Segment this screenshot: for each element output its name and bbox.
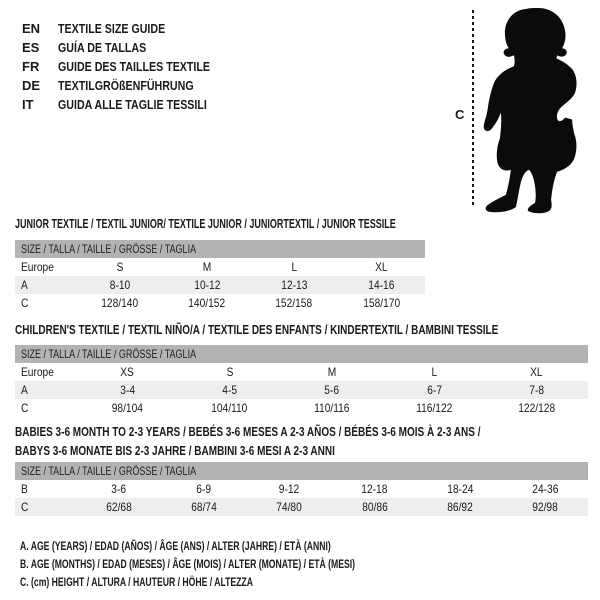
size-value-cell: 24-36 [532,482,559,496]
language-code: DE [22,78,41,93]
size-value-cell: 18-24 [446,482,474,496]
size-value-cell: XS [120,365,135,379]
size-value-cell: 12-18 [361,482,388,496]
size-value-cell: 122/128 [518,401,556,415]
size-table-row-c [15,498,588,516]
language-row-it [22,95,243,114]
size-value-cell: 152/158 [275,296,313,310]
size-table-row-c [15,399,588,417]
size-value-cell: M [202,260,212,274]
language-row-en [22,19,243,38]
size-value-cell: 68/74 [191,500,217,514]
footnote-age-years: A. AGE (YEARS) / EDAD (AÑOS) / ÂGE (ANS) / ALTER (JAHRE) / ETÀ (ANNI) [20,539,331,553]
language-code: FR [22,59,40,74]
measurement-footnotes [20,537,485,591]
size-value-cell: 158/170 [362,296,400,310]
size-table-header-bar: SIZE / TALLA / TAILLE / GRÖSSE / TAGLIA [15,462,588,480]
size-value-cell: 104/110 [211,401,248,415]
size-value-cell: 4-5 [222,383,237,397]
babies-size-table [15,462,588,516]
row-label: B [21,482,28,496]
height-measure-label: C [455,107,465,122]
size-value-cell: L [431,365,438,379]
row-label: C [21,296,29,310]
size-value-cell: 3-6 [111,482,127,496]
size-value-cell: XL [530,365,544,379]
size-value-cell: 86/92 [447,500,473,514]
size-table-header-bar: SIZE / TALLA / TAILLE / GRÖSSE / TAGLIA [15,345,588,363]
row-label: Europe [21,260,54,274]
language-title: TEXTILE SIZE GUIDE [58,21,166,36]
size-table-header-bar: SIZE / TALLA / TAILLE / GRÖSSE / TAGLIA [15,240,425,258]
language-title: GUIDA ALLE TAGLIE TESSILI [58,97,207,112]
junior-size-table [15,240,425,312]
row-label: C [21,401,29,415]
size-value-cell: 140/152 [188,296,226,310]
size-value-cell: 6-7 [427,383,442,397]
size-value-cell: 116/122 [416,401,453,415]
size-value-cell: 98/104 [111,401,143,415]
size-value-cell: 7-8 [529,383,545,397]
size-value-cell: XL [375,260,388,274]
height-measure-dashed-line [472,10,474,208]
size-value-cell: M [327,365,337,379]
size-value-cell: L [291,260,297,274]
language-title: GUIDE DES TAILLES TEXTILE [58,59,211,74]
size-value-cell: 80/86 [361,500,388,514]
size-value-cell: 92/98 [532,500,559,514]
size-table-row-c [15,294,425,312]
junior-table-title: JUNIOR TEXTILE / TEXTIL JUNIOR/ TEXTILE JUNIOR / JUNIORTEXTIL / JUNIOR TESSILE [15,217,396,231]
size-table-row-europe [15,258,425,276]
size-value-cell: 5-6 [324,383,340,397]
language-title: GUÍA DE TALLAS [58,40,147,55]
language-code: ES [22,40,40,55]
language-code: IT [22,97,34,112]
footnote-height-cm: C. (cm) HEIGHT / ALTURA / HAUTEUR / HÖHE / ALTEZZA [20,575,253,589]
size-table-row-a [15,276,425,294]
size-table-row-a [15,381,588,399]
language-row-de [22,76,243,95]
size-value-cell: 128/140 [101,296,139,310]
size-table-row-b [15,480,588,498]
size-value-cell: 8-10 [109,278,130,292]
row-label: A [21,278,28,292]
children-table-title: CHILDREN'S TEXTILE / TEXTIL NIÑO/A / TEXTILE DES ENFANTS / KINDERTEXTIL / BAMBINI TESSILE [15,323,499,337]
size-value-cell: 74/80 [276,500,303,514]
size-value-cell: 9-12 [279,482,300,496]
language-title: TEXTILGRÖßENFÜHRUNG [58,78,194,93]
size-value-cell: 6-9 [196,482,212,496]
language-list [22,19,243,114]
size-value-cell: 10-12 [193,278,220,292]
row-label: C [21,500,29,514]
size-value-cell: 110/116 [314,401,350,415]
size-value-cell: S [116,260,124,274]
language-code: EN [22,21,41,36]
size-value-cell: 12-13 [281,278,308,292]
babies-table-title: BABIES 3-6 MONTH TO 2-3 YEARS / BEBÉS 3-6 MESES A 2-3 AÑOS / BÉBÉS 3-6 MOIS À 2-3 ANS / BABYS 3-6 MONATE BIS 2-3 JAHRE / BAMBINI 3-6 MESI A 2-3 ANNI [15,425,481,458]
baby-silhouette-icon [480,8,594,214]
language-row-es [22,38,243,57]
row-label: A [21,383,28,397]
row-label: Europe [21,365,54,379]
size-value-cell: 62/68 [105,500,132,514]
footnote-age-months: B. AGE (MONTHS) / EDAD (MESES) / ÂGE (MOIS) / ALTER (MONATE) / ETÀ (MESI) [20,557,356,571]
size-table-row-europe [15,363,588,381]
size-value-cell: 14-16 [368,278,395,292]
language-row-fr [22,57,243,76]
size-value-cell: 3-4 [119,383,135,397]
size-value-cell: S [226,365,234,379]
children-size-table [15,345,588,417]
